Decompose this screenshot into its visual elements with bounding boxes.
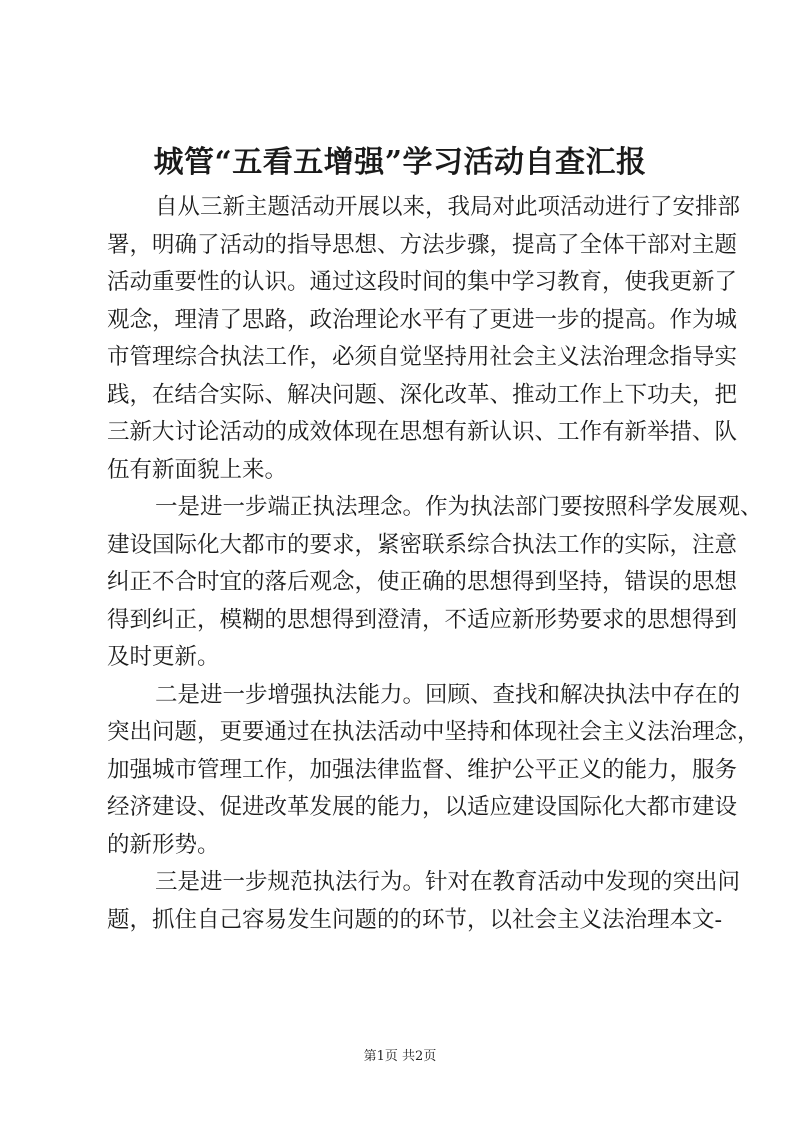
text-line: 一是进一步端正执法理念。作为执法部门要按照科学发展观、 [155,494,763,520]
text-line: 践，在结合实际、解决问题、深化改革、推动工作上下功夫，把 [107,381,738,408]
text-line: 建设国际化大都市的要求，紧密联系综合执法工作的实际，注意 [107,531,738,558]
text-line: 加强城市管理工作，加强法律监督、维护公平正义的能力，服务 [107,756,738,783]
text-line: 题，抓住自己容易发生问题的的环节，以社会主义法治理本文- [107,906,723,933]
text-line: 自从三新主题活动开展以来，我局对此项活动进行了安排部 [155,194,741,220]
document-title: 城管“五看五增强”学习活动自查汇报 [153,145,647,180]
text-line: 纠正不合时宜的落后观念，使正确的思想得到坚持，错误的思想 [107,569,738,595]
text-line: 得到纠正，模糊的思想得到澄清，不适应新形势要求的思想得到 [107,606,738,633]
page-number: 第1页 共2页 [363,1049,437,1064]
text-line: 署，明确了活动的指导思想、方法步骤，提高了全体干部对主题 [107,231,738,258]
text-line: 活动重要性的认识。通过这段时间的集中学习教育，使我更新了 [107,269,738,295]
text-line: 伍有新面貌上来。 [107,456,288,483]
text-line: 经济建设、促进改革发展的能力，以适应建设国际化大都市建设 [107,794,738,820]
document-body [107,189,763,939]
text-line: 的新形势。 [107,831,220,858]
text-line: 市管理综合执法工作，必须自觉坚持用社会主义法治理念指导实 [107,344,738,370]
text-line: 三是进一步规范执法行为。针对在教育活动中发现的突出问 [155,869,741,895]
text-line: 三新大讨论活动的成效体现在思想有新认识、工作有新举措、队 [107,419,738,445]
text-line: 及时更新。 [107,644,220,670]
text-line: 二是进一步增强执法能力。回顾、查找和解决执法中存在的 [155,681,741,708]
text-line: 突出问题，更要通过在执法活动中坚持和体现社会主义法治理念， [107,719,760,745]
text-line: 观念，理清了思路，政治理论水平有了更进一步的提高。作为城 [107,306,738,333]
